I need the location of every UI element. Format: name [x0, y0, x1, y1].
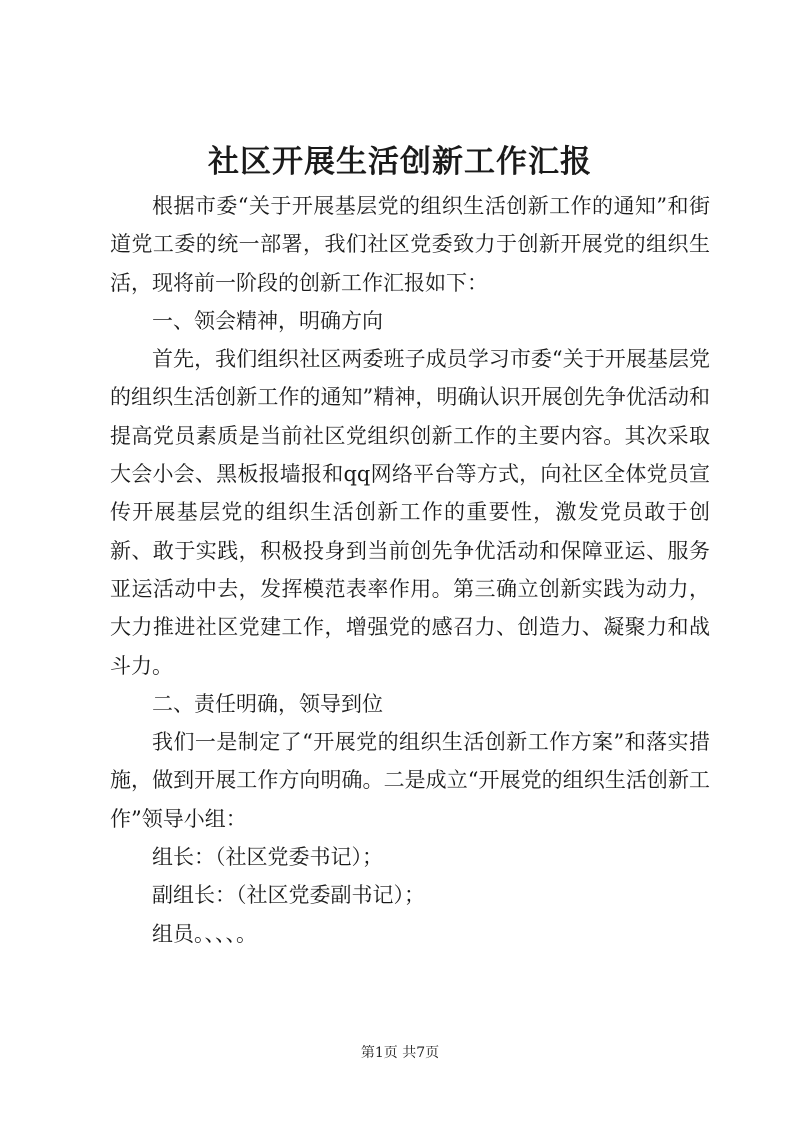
- paragraph-section-1: 首先，我们组织社区两委班子成员学习市委“关于开展基层党的组织生活创新工作的通知”精神，明确认识开展创先争优活动和提高党员素质是当前社区党组织创新工作的主要内容。其次采取大会小会、黑板报墙报和qq网络平台等方式，向社区全体党员宣传开展基层党的组织生活创新工作的重要性，激发党员敢于创新、敢于实践，积极投身到当前创先争优活动和保障亚运、服务亚运活动中去，发挥模范表率作用。第三确立创新实践为动力，大力推进社区党建工作，增强党的感召力、创造力、凝聚力和战斗力。: [110, 347, 710, 678]
- document-body: [110, 187, 710, 953]
- paragraph-intro: 根据市委“关于开展基层党的组织生活创新工作的通知”和街道党工委的统一部署，我们社区党委致力于创新开展党的组织生活，现将前一阶段的创新工作汇报如下：: [110, 194, 710, 295]
- section-heading-2: 二、责任明确，领导到位: [152, 691, 383, 716]
- paragraph-section-2: 我们一是制定了“开展党的组织生活创新工作方案”和落实措施，做到开展工作方向明确。二是成立“开展党的组织生活创新工作”领导小组：: [110, 730, 710, 831]
- paragraph-members: 组员。、、、。: [152, 921, 257, 946]
- section-heading-1: 一、领会精神，明确方向: [152, 308, 383, 333]
- paragraph-leader: 组长：（社区党委书记）；: [152, 845, 383, 870]
- document-title: 社区开展生活创新工作汇报: [208, 144, 592, 180]
- paragraph-deputy-leader: 副组长：（社区党委副书记）；: [152, 883, 425, 908]
- page-number-footer: 第1页 共7页: [360, 1045, 440, 1061]
